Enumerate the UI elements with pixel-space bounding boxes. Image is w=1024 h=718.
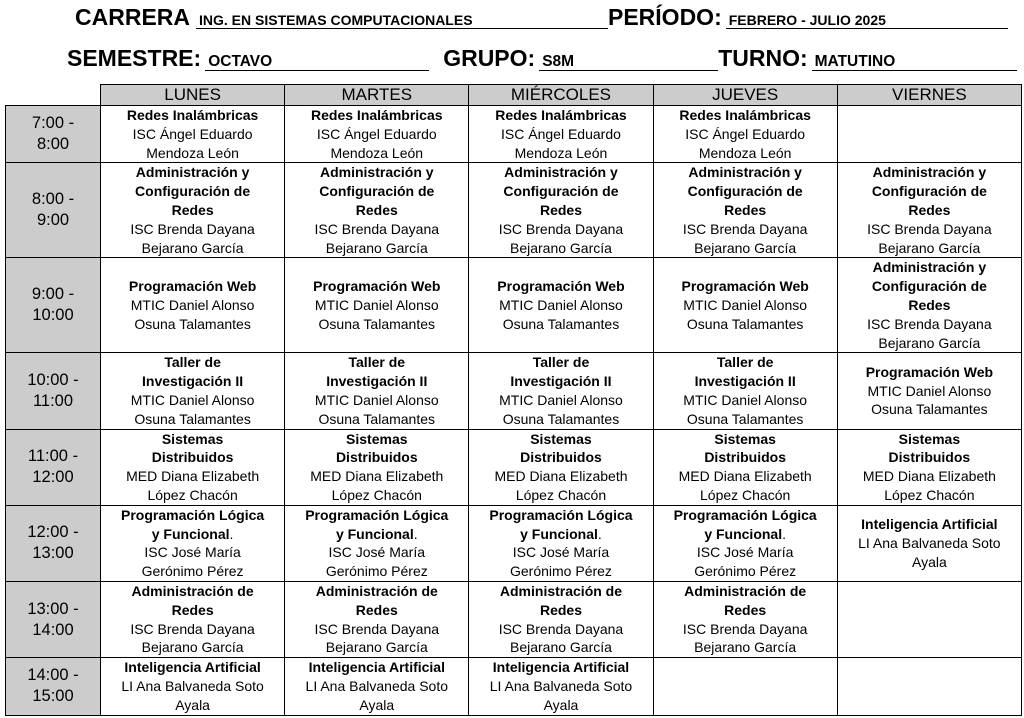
time-end: 14:00 <box>32 620 74 639</box>
subject-name: Redes Inalámbricas <box>311 107 443 123</box>
teacher-name: López Chacón <box>884 486 975 503</box>
subject-name: Distribuidos <box>335 449 418 466</box>
subject-name: Programación Lógica <box>121 506 265 523</box>
time-slot <box>6 353 101 429</box>
time-start: 10:00 - <box>27 370 79 389</box>
class-cell <box>837 163 1021 258</box>
class-cell <box>101 505 285 581</box>
class-cell <box>837 353 1021 429</box>
teacher-name: MTIC Daniel Alonso <box>499 391 623 408</box>
teacher-name: López Chacón <box>147 486 238 503</box>
class-cell <box>101 258 285 353</box>
class-cell <box>469 106 653 163</box>
subject-name: Redes <box>171 201 214 218</box>
subject-name: Administración y <box>872 259 987 276</box>
subject-name: Programación Lógica <box>305 506 449 523</box>
teacher-name: LI Ana Balvaneda Soto <box>858 534 1001 551</box>
day-header: LUNES <box>101 85 285 106</box>
time-end: 8:00 <box>36 135 70 154</box>
time-start: 9:00 - <box>31 285 75 304</box>
teacher-name: MTIC Daniel Alonso <box>499 296 623 313</box>
teacher-name: MED Diana Elizabeth <box>126 468 260 485</box>
teacher-name: Bejarano García <box>141 639 244 656</box>
class-cell <box>101 163 285 258</box>
teacher-name: ISC José María <box>512 544 610 561</box>
teacher-name: ISC Brenda Dayana <box>130 620 255 637</box>
teacher-name: ISC Brenda Dayana <box>314 620 440 637</box>
class-cell <box>285 658 469 715</box>
time-slot <box>6 106 101 163</box>
class-cell <box>285 429 469 505</box>
subject-line <box>471 525 650 544</box>
subject-name: Redes <box>908 201 951 218</box>
class-cell <box>469 429 653 505</box>
subject-name: Programación Lógica <box>673 506 817 523</box>
corner-cell <box>6 85 101 106</box>
teacher-name: Gerónimo Pérez <box>325 563 428 580</box>
time-start: 12:00 - <box>27 523 79 542</box>
schedule-row <box>6 353 1022 429</box>
subject-name: Administración de <box>131 582 254 599</box>
class-cell <box>285 258 469 353</box>
teacher-name: LI Ana Balvaneda Soto <box>305 677 448 694</box>
schedule-table <box>5 84 1022 716</box>
teacher-name: Gerónimo Pérez <box>141 563 244 580</box>
subject-name: Sistemas <box>530 430 592 447</box>
teacher-name: MTIC Daniel Alonso <box>314 296 439 313</box>
time-slot <box>6 505 101 581</box>
teacher-name: ISC Brenda Dayana <box>682 620 808 637</box>
time-start: 11:00 - <box>27 447 79 466</box>
subject-name: Investigación II <box>326 373 428 390</box>
subject-name: Redes <box>908 296 951 313</box>
teacher-name: Bejarano García <box>694 639 797 656</box>
class-cell <box>285 163 469 258</box>
teacher-name: López Chacón <box>700 486 791 503</box>
subject-suffix: . <box>413 525 418 542</box>
subject-name: Administración y <box>504 164 618 181</box>
subject-name: Redes Inalámbricas <box>679 107 811 123</box>
schedule-row <box>6 505 1022 581</box>
class-cell <box>653 258 837 353</box>
teacher-name: Mendoza León <box>146 144 239 161</box>
period-label: PERÍODO: <box>608 4 722 30</box>
subject-name: Configuración de <box>871 278 987 295</box>
teacher-name: Osuna Talamantes <box>871 401 988 418</box>
teacher-name: López Chacón <box>331 486 422 503</box>
teacher-name: Bejarano García <box>325 639 428 656</box>
time-slot <box>6 429 101 505</box>
teacher-name: MTIC Daniel Alonso <box>314 391 439 408</box>
time-start: 14:00 - <box>27 666 79 685</box>
subject-name: Inteligencia Artificial <box>308 659 445 676</box>
time-slot <box>6 258 101 353</box>
subject-name: Sistemas <box>161 430 224 447</box>
class-cell <box>101 658 285 715</box>
teacher-name: Ayala <box>543 696 579 713</box>
subject-name: Investigación II <box>694 373 796 390</box>
teacher-name: MED Diana Elizabeth <box>678 468 812 485</box>
subject-name: Redes Inalámbricas <box>126 107 259 123</box>
teacher-name: ISC Brenda Dayana <box>498 220 624 237</box>
teacher-name: ISC Ángel Eduardo <box>316 125 437 142</box>
schedule-row <box>6 258 1022 353</box>
teacher-name: ISC José María <box>328 544 426 561</box>
subject-name: Administración y <box>872 164 987 181</box>
teacher-name: ISC Brenda Dayana <box>130 220 255 237</box>
time-start: 7:00 - <box>31 114 75 133</box>
class-cell <box>837 581 1021 657</box>
period-value: FEBRERO - JULIO 2025 <box>726 9 1008 29</box>
teacher-name: MED Diana Elizabeth <box>862 468 996 485</box>
class-cell <box>285 353 469 429</box>
teacher-name: Gerónimo Pérez <box>694 563 797 580</box>
teacher-name: Bejarano García <box>694 239 797 256</box>
day-header: JUEVES <box>653 85 837 106</box>
group-label: GRUPO: <box>443 45 536 71</box>
schedule-row <box>6 106 1022 163</box>
subject-name: Sistemas <box>714 430 776 447</box>
class-cell <box>469 658 653 715</box>
subject-name: Administración y <box>319 164 434 181</box>
subject-name: Administración de <box>684 582 807 599</box>
teacher-name: Bejarano García <box>878 239 981 256</box>
subject-name: Configuración de <box>871 183 987 200</box>
subject-name: Programación Web <box>497 278 625 295</box>
subject-name: Investigación II <box>142 373 244 390</box>
subject-name: Configuración de <box>503 183 619 200</box>
subject-name: Redes <box>355 201 398 218</box>
teacher-name: Ayala <box>911 553 947 570</box>
subject-line <box>287 525 466 544</box>
teacher-name: LI Ana Balvaneda Soto <box>121 677 264 694</box>
subject-name: Sistemas <box>346 430 408 447</box>
subject-name: Administración y <box>135 164 250 181</box>
teacher-name: ISC Ángel Eduardo <box>685 125 806 142</box>
subject-name: Inteligencia Artificial <box>861 516 998 533</box>
teacher-name: Bejarano García <box>141 239 244 256</box>
teacher-name: Bejarano García <box>509 239 612 256</box>
subject-name: y Funcional <box>151 525 230 542</box>
subject-line <box>103 525 282 544</box>
teacher-name: MTIC Daniel Alonso <box>867 382 992 399</box>
header-row-career <box>0 4 1008 31</box>
class-cell <box>101 353 285 429</box>
teacher-name: MTIC Daniel Alonso <box>683 296 808 313</box>
class-cell <box>469 505 653 581</box>
subject-suffix: . <box>597 525 602 542</box>
teacher-name: ISC Ángel Eduardo <box>132 125 253 142</box>
class-cell <box>653 163 837 258</box>
subject-name: Taller de <box>348 354 406 371</box>
time-slot <box>6 163 101 258</box>
time-start: 8:00 - <box>31 190 75 209</box>
teacher-name: ISC José María <box>696 544 794 561</box>
subject-name: y Funcional <box>335 525 414 542</box>
class-cell <box>837 429 1021 505</box>
class-cell <box>653 658 837 715</box>
class-cell <box>653 505 837 581</box>
teacher-name: Osuna Talamantes <box>502 410 620 427</box>
teacher-name: ISC Brenda Dayana <box>867 315 992 332</box>
time-slot <box>6 581 101 657</box>
class-cell <box>837 505 1021 581</box>
teacher-name: Mendoza León <box>330 144 424 161</box>
class-cell <box>469 258 653 353</box>
class-cell <box>469 163 653 258</box>
teacher-name: Mendoza León <box>514 144 608 161</box>
subject-name: Redes <box>724 201 767 218</box>
subject-name: Inteligencia Artificial <box>492 659 630 676</box>
teacher-name: Bejarano García <box>325 239 428 256</box>
class-cell <box>837 106 1021 163</box>
subject-name: Inteligencia Artificial <box>124 659 261 676</box>
semester-label: SEMESTRE: <box>67 45 202 71</box>
teacher-name: Bejarano García <box>509 639 612 656</box>
subject-name: Redes <box>539 601 582 618</box>
class-cell <box>653 106 837 163</box>
teacher-name: Ayala <box>359 696 395 713</box>
teacher-name: MTIC Daniel Alonso <box>130 391 255 408</box>
semester-value: OCTAVO <box>205 51 429 71</box>
time-end: 11:00 <box>32 391 74 410</box>
teacher-name: ISC José María <box>144 544 241 561</box>
teacher-name: Osuna Talamantes <box>318 315 436 332</box>
day-header: MIÉRCOLES <box>469 85 653 106</box>
time-end: 15:00 <box>32 687 74 706</box>
class-cell <box>469 581 653 657</box>
subject-name: Taller de <box>164 354 221 371</box>
subject-name: Distribuidos <box>888 449 971 466</box>
teacher-name: Osuna Talamantes <box>686 315 804 332</box>
day-header: VIERNES <box>837 85 1021 106</box>
time-end: 13:00 <box>32 544 74 563</box>
schedule-row <box>6 658 1022 715</box>
subject-name: Taller de <box>532 354 590 371</box>
subject-name: Programación Web <box>865 363 994 380</box>
subject-name: Administración de <box>499 582 623 599</box>
teacher-name: MTIC Daniel Alonso <box>683 391 808 408</box>
subject-name: Configuración de <box>135 183 251 200</box>
teacher-name: LI Ana Balvaneda Soto <box>489 677 633 694</box>
day-header-row <box>6 85 1022 106</box>
time-end: 9:00 <box>36 211 70 230</box>
shift-value: MATUTINO <box>812 51 1017 71</box>
teacher-name: Osuna Talamantes <box>134 410 251 427</box>
subject-suffix: . <box>229 525 234 542</box>
teacher-name: Gerónimo Pérez <box>510 563 612 580</box>
time-slot <box>6 658 101 715</box>
teacher-name: ISC Brenda Dayana <box>682 220 808 237</box>
class-cell <box>653 429 837 505</box>
teacher-name: Ayala <box>175 696 210 713</box>
subject-name: Redes Inalámbricas <box>495 107 627 123</box>
subject-name: Configuración de <box>319 183 435 200</box>
subject-name: y Funcional <box>704 525 783 542</box>
class-cell <box>101 106 285 163</box>
time-end: 10:00 <box>32 306 74 325</box>
teacher-name: ISC Brenda Dayana <box>314 220 440 237</box>
career-value: ING. EN SISTEMAS COMPUTACIONALES <box>196 9 608 29</box>
teacher-name: ISC Ángel Eduardo <box>501 125 621 142</box>
class-cell <box>101 429 285 505</box>
time-end: 12:00 <box>32 468 74 487</box>
teacher-name: MED Diana Elizabeth <box>310 468 444 485</box>
teacher-name: Bejarano García <box>878 334 981 351</box>
teacher-name: MED Diana Elizabeth <box>494 468 628 485</box>
subject-name: Redes <box>355 601 398 618</box>
subject-name: Taller de <box>716 354 774 371</box>
teacher-name: MTIC Daniel Alonso <box>130 296 255 313</box>
class-cell <box>285 581 469 657</box>
class-cell <box>285 505 469 581</box>
subject-name: Distribuidos <box>520 449 602 466</box>
class-cell <box>653 353 837 429</box>
day-header: MARTES <box>285 85 469 106</box>
subject-name: Redes <box>724 601 767 618</box>
subject-name: Programación Web <box>313 278 441 295</box>
teacher-name: Osuna Talamantes <box>502 315 620 332</box>
class-cell <box>653 581 837 657</box>
teacher-name: López Chacón <box>515 486 607 503</box>
class-cell <box>837 258 1021 353</box>
subject-line <box>656 525 835 544</box>
subject-name: Investigación II <box>510 373 612 390</box>
class-cell <box>285 106 469 163</box>
subject-suffix: . <box>782 525 786 542</box>
class-cell <box>469 353 653 429</box>
class-cell <box>837 658 1021 715</box>
teacher-name: Osuna Talamantes <box>318 410 436 427</box>
teacher-name: Mendoza León <box>698 144 792 161</box>
schedule-row <box>6 163 1022 258</box>
subject-name: y Funcional <box>520 525 598 542</box>
header-row-group <box>0 45 1017 72</box>
subject-name: Sistemas <box>898 430 961 447</box>
subject-name: Programación Lógica <box>489 506 633 523</box>
schedule-row <box>6 429 1022 505</box>
schedule-row <box>6 581 1022 657</box>
teacher-name: Osuna Talamantes <box>686 410 804 427</box>
teacher-name: ISC Brenda Dayana <box>867 220 992 237</box>
subject-name: Distribuidos <box>151 449 234 466</box>
class-cell <box>101 581 285 657</box>
group-value: S8M <box>539 51 718 71</box>
subject-name: Redes <box>171 601 214 618</box>
subject-name: Programación Web <box>681 278 809 295</box>
subject-name: Programación Web <box>128 278 257 295</box>
subject-name: Redes <box>539 201 582 218</box>
subject-name: Administración y <box>688 164 802 181</box>
teacher-name: ISC Brenda Dayana <box>498 620 624 637</box>
subject-name: Distribuidos <box>704 449 786 466</box>
teacher-name: Osuna Talamantes <box>134 315 251 332</box>
career-label: CARRERA <box>75 4 190 30</box>
time-start: 13:00 - <box>27 599 79 618</box>
shift-label: TURNO: <box>718 45 808 71</box>
subject-name: Administración de <box>315 582 438 599</box>
subject-name: Configuración de <box>687 183 803 200</box>
